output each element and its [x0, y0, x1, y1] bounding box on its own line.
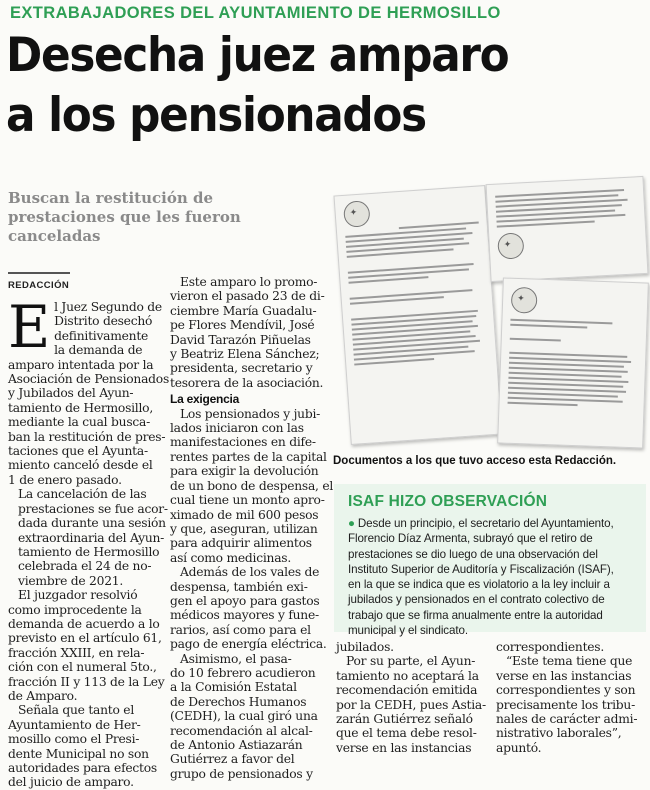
- article-column-3: [336, 640, 486, 755]
- photo-caption: Documentos a los que tuvo acceso esta Redacción.: [333, 455, 617, 467]
- headline-line-2: a los pensionados: [6, 88, 426, 143]
- paragraph: Este amparo lo promo- vieron el pasado 23 de di- ciembre María Guadalu- pe Flores Mendívil, José David Tarazón Piñuelas y Beatriz Elena Sánchez; presidenta, secretario y tesorera de la asociación.: [170, 275, 325, 390]
- seal-icon: ✦: [343, 200, 371, 228]
- paragraph: “Este tema tiene que verse en las instancias correspondientes y son precisamente los tribu- nales de carácter admi- nistrativo laborales”, apuntó.: [496, 654, 638, 755]
- subhead: Buscan la restitución de prestaciones que les fueron canceladas: [8, 189, 241, 245]
- article-column-2: [170, 275, 334, 781]
- article-column-1: [8, 293, 170, 790]
- documents-photo: [330, 180, 648, 448]
- seal-icon: ✦: [497, 232, 524, 259]
- byline: REDACCIÓN: [8, 280, 70, 291]
- paragraph: E l Juez Segundo de Distrito desechó definitivamente la demanda de amparo intentada por la Asociación de Pensionados y Jubilados del Ayun- tamiento de Hermosillo, mediante la cual busca- ban la restitución de pres- taciones que el Ayunta- miento canceló desde el 1 de enero pasado.: [8, 293, 170, 487]
- paragraph: Señala que tanto el Ayuntamiento de Her- mosillo como el Presi- dente Municipal no son autoridades para efectos del juicio de amparo.: [8, 703, 157, 790]
- document-page-top-right: [486, 176, 649, 282]
- byline-rule: [8, 272, 70, 274]
- paragraph: correspondientes.: [496, 640, 605, 654]
- document-page-left: [333, 185, 502, 445]
- document-page-bottom-right: [497, 278, 649, 449]
- article-column-4: [496, 640, 646, 755]
- paragraph: Los pensionados y jubi- lados iniciaron con las manifestaciones en dife- rentes partes de la capital para exigir la devolución de un bono de despensa, el cual tiene un monto apro- ximado de mil 600 pesos y que, aseguran, utilizan para adquirir alimentos así como medicinas.: [170, 406, 334, 565]
- paragraph: El juzgador resolvió como improcedente la demanda de acuerdo a lo previsto en el artículo 61, fracción XXIII, en rela- ción con el numeral 5to., fracción II y 113 de la Ley de Amparo.: [8, 588, 165, 703]
- paragraph: Asimismo, el pasa- do 10 febrero acudieron a la Comisión Estatal de Derechos Humanos (CEDH), la cual giró una recomendación al alcal- de Antonio Astiazarán Gutiérrez a favor del grupo de pensionados y: [170, 651, 318, 781]
- drop-cap: E: [8, 293, 51, 361]
- paragraph: Además de los vales de despensa, también exi- gen el apoyo para gastos médicos mayores y fune- rarios, así como para el pago de energía eléctrica.: [170, 565, 327, 652]
- kicker: EXTRABAJADORES DEL AYUNTAMIENTO DE HERMOSILLO: [10, 4, 501, 22]
- section-subtitle: La exigencia: [170, 392, 240, 407]
- bullet-icon: ●: [348, 517, 355, 530]
- headline-line-1: Desecha juez amparo: [6, 28, 509, 83]
- paragraph: Por su parte, el Ayun- tamiento no aceptará la recomendación emitida por la CEDH, pues Astia- zarán Gutiérrez señaló que el tema debe resol- verse en las instancias: [336, 654, 486, 755]
- seal-icon: ✦: [511, 287, 538, 314]
- sidebar-title: ISAF HIZO OBSERVACIÓN: [348, 493, 548, 510]
- paragraph: La cancelación de las prestaciones se fue acor- dada durante una sesión extraordinaria del Ayun- tamiento de Hermosillo celebrada el 24 de no- viembre de 2021.: [18, 487, 168, 588]
- paragraph: jubilados.: [336, 640, 394, 654]
- sidebar-body: ● Desde un principio, el secretario del Ayuntamiento, Florencio Díaz Armenta, subrayó que el retiro de prestaciones se dio luego de una observación del Instituto Superior de Auditoría y Fiscalización (ISAF), en la que se indica que es violatorio a la ley incluir a jubilados y pensionados en el contrato colectivo de trabajo que se firma anualmente entre la autoridad municipal y el sindicato.: [348, 517, 614, 638]
